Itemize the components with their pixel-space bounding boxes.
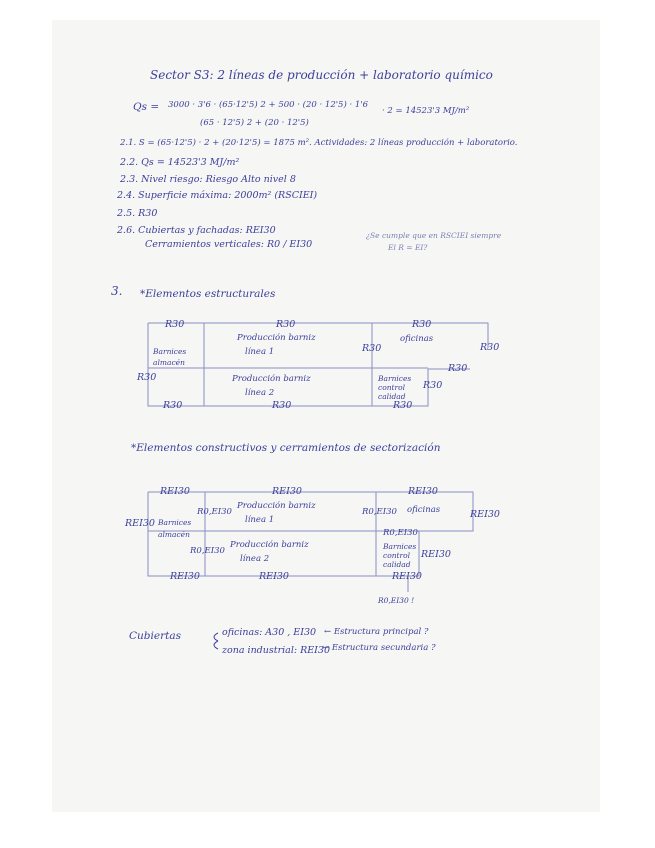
side-note-line2: El R = EI? [388, 243, 428, 252]
d1-almacen-line1: Barnices [153, 347, 187, 356]
d1-almacen-line2: almacén [153, 358, 185, 367]
page-title: Sector S3: 2 líneas de producción + laboratorio químico [150, 68, 493, 82]
d1-control-line2: control [378, 383, 406, 392]
d2-label: REI30 [160, 486, 190, 497]
formula-lhs: Qs = [133, 101, 160, 113]
item-2-6: 2.6. Cubiertas y fachadas: REI30 [117, 225, 276, 236]
d2-label: REI30 [421, 549, 451, 560]
d2-label: R0,EI30 [190, 546, 225, 556]
item-2-5: 2.5. R30 [117, 208, 158, 219]
d2-linea1-line2: línea 1 [245, 515, 275, 525]
cubiertas-label: Cubiertas [129, 630, 181, 642]
d1-control-line1: Barnices [378, 374, 412, 383]
d2-label: R0,EI30 ! [378, 596, 415, 605]
d1-oficinas: oficinas [400, 334, 434, 344]
d2-linea2-line1: Producción barniz [230, 540, 309, 550]
d1-label: R30 [412, 319, 432, 330]
d2-label: REI30 [470, 509, 500, 520]
d2-almacen-line1: Barnices [158, 518, 192, 527]
side-note-line1: ¿Se cumple que en RSCIEI siempre [366, 231, 502, 240]
d1-label: R30 [163, 400, 183, 411]
d1-label: R30 [393, 400, 413, 411]
cubiertas-industrial-note: ← Estructura secundaria ? [322, 643, 436, 653]
d2-label: REI30 [125, 518, 155, 529]
d2-almacen-line2: almacén [158, 530, 190, 539]
structural-heading: *Elementos estructurales [140, 288, 276, 300]
d1-linea2-line2: línea 2 [245, 388, 275, 398]
d1-label: R30 [276, 319, 296, 330]
formula-rhs: · 2 = 14523'3 MJ/m² [382, 106, 470, 116]
d1-label: R30 [137, 372, 157, 383]
d2-label: REI30 [408, 486, 438, 497]
d2-label: R0,EI30 [362, 507, 397, 517]
item-2-2: 2.2. Qs = 14523'3 MJ/m² [120, 157, 240, 168]
cubiertas-oficinas-note: ← Estructura principal ? [324, 627, 429, 637]
d2-label: REI30 [392, 571, 422, 582]
formula-numerator: 3000 · 3'6 · (65·12'5) 2 + 500 · (20 · 12'5) · 1'6 [168, 100, 369, 110]
section-number: 3. [111, 284, 123, 298]
item-2-4: 2.4. Superficie máxima: 2000m² (RSCIEI) [117, 190, 318, 201]
d2-label: REI30 [170, 571, 200, 582]
formula-denominator: (65 · 12'5) 2 + (20 · 12'5) [200, 118, 309, 128]
d2-linea2-line2: línea 2 [240, 554, 270, 564]
d1-label: R30 [448, 363, 468, 374]
d2-oficinas: oficinas [407, 505, 441, 515]
d2-label: R0,EI30 [383, 528, 418, 538]
d1-linea1-line2: línea 1 [245, 347, 275, 357]
d2-label: R0,EI30 [197, 507, 232, 517]
d2-control-line2: control [383, 551, 411, 560]
d1-control-line3: calidad [378, 392, 406, 401]
d2-control-line1: Barnices [383, 542, 417, 551]
d1-label: R30 [423, 380, 443, 391]
d1-linea2-line1: Producción barniz [232, 374, 311, 384]
d2-control-line3: calidad [383, 560, 411, 569]
d1-label: R30 [362, 343, 382, 354]
d2-linea1-line1: Producción barniz [237, 501, 316, 511]
cubiertas-oficinas: oficinas: A30 , EI30 [222, 627, 317, 638]
d2-label: REI30 [259, 571, 289, 582]
d1-label: R30 [272, 400, 292, 411]
item-2-1: 2.1. S = (65·12'5) · 2 + (20·12'5) = 1875 m². Actividades: 2 líneas producción + laboratorio. [120, 138, 518, 148]
d2-label: REI30 [272, 486, 302, 497]
d1-linea1-line1: Producción barniz [237, 333, 316, 343]
item-2-3: 2.3. Nivel riesgo: Riesgo Alto nivel 8 [120, 174, 296, 185]
constructive-heading: *Elementos constructivos y cerramientos de sectorización [131, 442, 441, 454]
cubiertas-industrial: zona industrial: REI30 [222, 645, 331, 656]
d1-label: R30 [165, 319, 185, 330]
d1-label: R30 [480, 342, 500, 353]
item-cerramientos: Cerramientos verticales: R0 / EI30 [145, 239, 313, 250]
